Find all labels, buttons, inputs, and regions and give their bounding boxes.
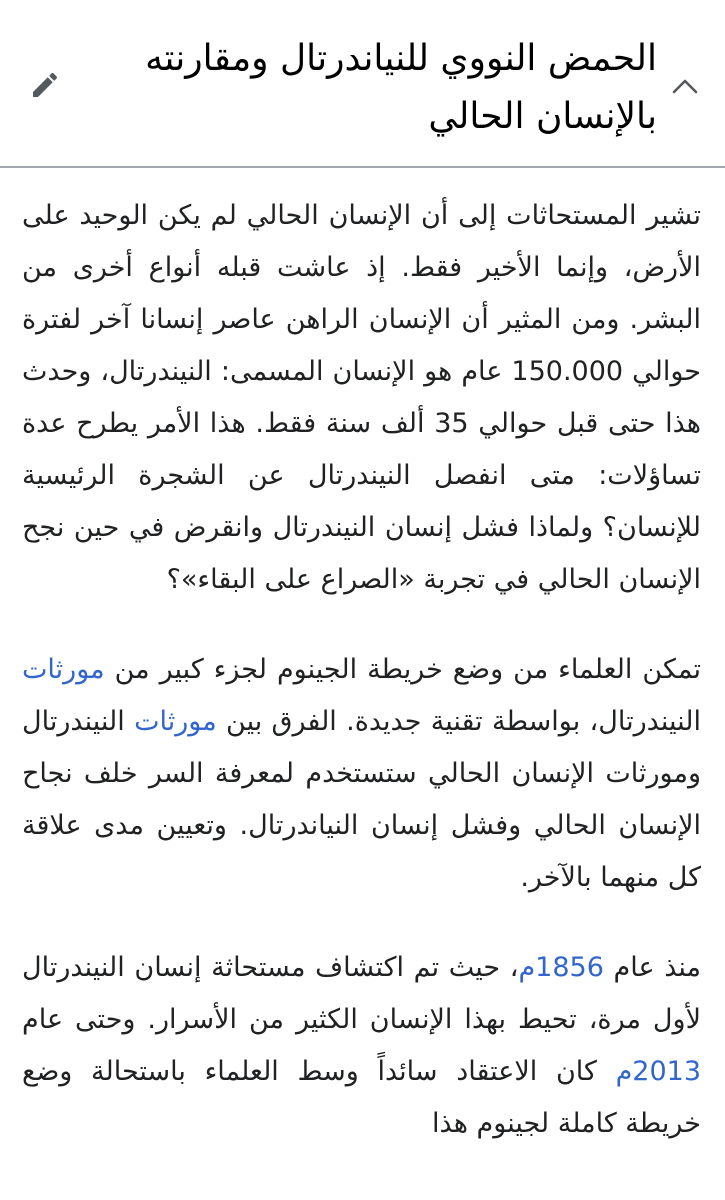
edit-section-button[interactable] xyxy=(22,62,68,108)
chevron-up-icon xyxy=(672,78,698,94)
link-genes[interactable]: مورثات xyxy=(22,654,105,685)
section-header xyxy=(0,0,725,168)
paragraph: تمكن العلماء من وضع خريطة الجينوم لجزء كبير من مورثات النيندرتال، بواسطة تقنية جديدة. الفرق بين مورثات النيندرتال ومورثات الإنسان الحالي ستستخدم لمعرفة السر خلف نجاح الإنسان الحالي وفشل إنسان النياندرتال. وتعيين مدى علاقة كل منهما بالآخر. xyxy=(22,654,701,893)
pencil-icon xyxy=(29,69,61,101)
section-title: الحمض النووي للنياندرتال ومقارنته بالإنسان الحالي xyxy=(145,38,657,137)
collapse-section-button[interactable] xyxy=(665,66,705,106)
link-year-1856[interactable]: 1856م xyxy=(518,952,604,983)
link-genes[interactable]: مورثات xyxy=(134,706,217,737)
link-year-2013[interactable]: 2013م xyxy=(615,1056,701,1087)
section-content xyxy=(22,172,701,1188)
paragraph: تشير المستحاثات إلى أن الإنسان الحالي لم يكن الوحيد على الأرض، وإنما الأخير فقط. إذ عاشت قبله أنواع أخرى من البشر. ومن المثير أن الإنسان الراهن عاصر إنسانا آخر لفترة حوالي 150.000 عام هو الإنسان المسمى: النيندرتال، وحدث هذا حتى قبل حوالي 35 ألف سنة فقط. هذا الأمر يطرح عدة تساؤلات: متى انفصل النيندرتال عن الشجرة الرئيسية للإنسان؟ ولماذا فشل إنسان النيندرتال وانقرض في حين نجح الإنسان الحالي في تجربة «الصراع على البقاء»؟ xyxy=(22,200,701,595)
paragraph: منذ عام 1856م، حيث تم اكتشاف مستحاثة إنسان النيندرتال لأول مرة، تحيط بهذا الإنسان الكثير من الأسرار. وحتى عام 2013م كان الاعتقاد سائداً وسط العلماء باستحالة وضع خريطة كاملة لجينوم هذا xyxy=(22,952,701,1139)
